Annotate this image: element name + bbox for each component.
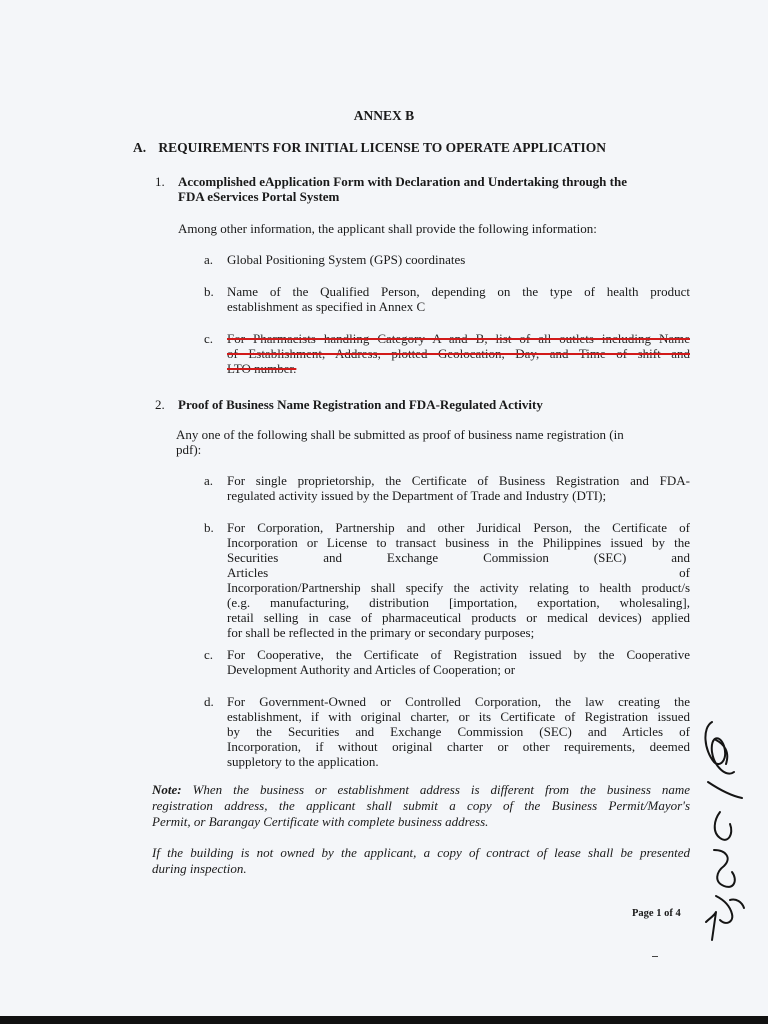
note-line: Permit, or Barangay Certificate with complete business address.: [152, 814, 489, 829]
address-note: [152, 782, 690, 830]
section-title: REQUIREMENTS FOR INITIAL LICENSE TO OPERATE APPLICATION: [158, 140, 606, 155]
item2-sub-b-text: [227, 520, 690, 640]
item2-sub-b-label: b.: [204, 520, 214, 535]
scan-bottom-edge: [0, 1016, 768, 1024]
struck-line: For Pharmacists handling Category A and B, list of all outlets including Name: [227, 331, 690, 346]
text-line: Name of the Qualified Person, depending on the type of health product: [227, 284, 690, 299]
text-line: pdf):: [176, 442, 202, 457]
text-line: establishment, if with original charter, or its Certificate of Registration issued: [227, 709, 690, 724]
struck-line: of Establishment, Address, plotted Geolocation, Day, and Time of shift and: [227, 346, 690, 361]
item1-sub-b-text: [227, 284, 690, 314]
text-line: For Corporation, Partnership and other Juridical Person, the Certificate of: [227, 520, 690, 535]
item1-sub-b-label: b.: [204, 284, 214, 299]
item2-sub-a-label: a.: [204, 473, 214, 488]
item2-title: Proof of Business Name Registration and FDA-Regulated Activity: [178, 397, 543, 412]
struck-line: LTO number.: [227, 361, 297, 376]
text-line: establishment as specified in Annex C: [227, 299, 426, 314]
text-line: regulated activity issued by the Department of Trade and Industry (DTI);: [227, 488, 607, 503]
item1-title-line: Accomplished eApplication Form with Declaration and Undertaking through the: [178, 174, 627, 189]
note-line: registration address, the applicant shall submit a copy of the Business Permit/Mayor's: [152, 798, 690, 813]
note-line-1: [152, 782, 690, 798]
item1-sub-c-label: c.: [204, 331, 214, 346]
note-label: Note:: [152, 782, 182, 797]
text-line: retail selling in case of pharmaceutical products or medical devices) applied: [227, 610, 690, 625]
note-line: If the building is not owned by the applicant, a copy of contract of lease shall be presented: [152, 845, 690, 860]
handwritten-initials-signature: [690, 700, 750, 950]
page-number: Page 1 of 4: [632, 908, 681, 919]
text-line: Incorporation or License to transact business in the Philippines issued by the: [227, 535, 690, 550]
note-line: during inspection.: [152, 861, 247, 876]
text-line: Incorporation/Partnership shall specify the activity relating to health product/s: [227, 580, 690, 595]
item2-sub-c-label: c.: [204, 647, 214, 662]
item1-intro: Among other information, the applicant shall provide the following information:: [178, 221, 597, 236]
note-text: When the business or establishment address is different from the business name: [192, 782, 691, 797]
item2-number: 2.: [155, 397, 165, 412]
text-line: For single proprietorship, the Certificate of Business Registration and FDA-: [227, 473, 690, 488]
item1-sub-a-text: [227, 252, 690, 267]
text-line: Incorporation, if without original charter or other requirements, deemed: [227, 739, 690, 754]
item1-sub-c-text: [227, 331, 690, 376]
item2-sub-c-text: [227, 647, 690, 677]
section-heading: [133, 140, 606, 156]
section-label: A.: [133, 140, 147, 155]
text-line: Securities and Exchange Commission (SEC) and Articles of: [227, 550, 690, 580]
stray-mark: [652, 956, 658, 957]
annex-title: ANNEX B: [353, 108, 415, 123]
item1-title-line: FDA eServices Portal System: [178, 189, 340, 204]
text-line: by the Securities and Exchange Commission (SEC) and Articles of: [227, 724, 690, 739]
text-line: for shall be reflected in the primary or secondary purposes;: [227, 625, 535, 640]
item2-sub-a-text: [227, 473, 690, 503]
text-line: (e.g. manufacturing, distribution [importation, exportation, wholesaling],: [227, 595, 690, 610]
item2-sub-d-label: d.: [204, 694, 214, 709]
text-line: Any one of the following shall be submitted as proof of business name registration (in: [176, 427, 624, 442]
text-line: For Cooperative, the Certificate of Registration issued by the Cooperative: [227, 647, 690, 662]
item1-sub-a-label: a.: [204, 252, 214, 267]
lease-note: [152, 845, 690, 877]
text-line: For Government-Owned or Controlled Corporation, the law creating the: [227, 694, 690, 709]
item1-title: [178, 174, 698, 204]
text-line: suppletory to the application.: [227, 754, 379, 769]
item2-intro: [176, 427, 690, 457]
text-line: Global Positioning System (GPS) coordinates: [227, 252, 466, 267]
item2-sub-d-text: [227, 694, 690, 769]
text-line: Development Authority and Articles of Cooperation; or: [227, 662, 516, 677]
item1-number: 1.: [155, 174, 165, 189]
